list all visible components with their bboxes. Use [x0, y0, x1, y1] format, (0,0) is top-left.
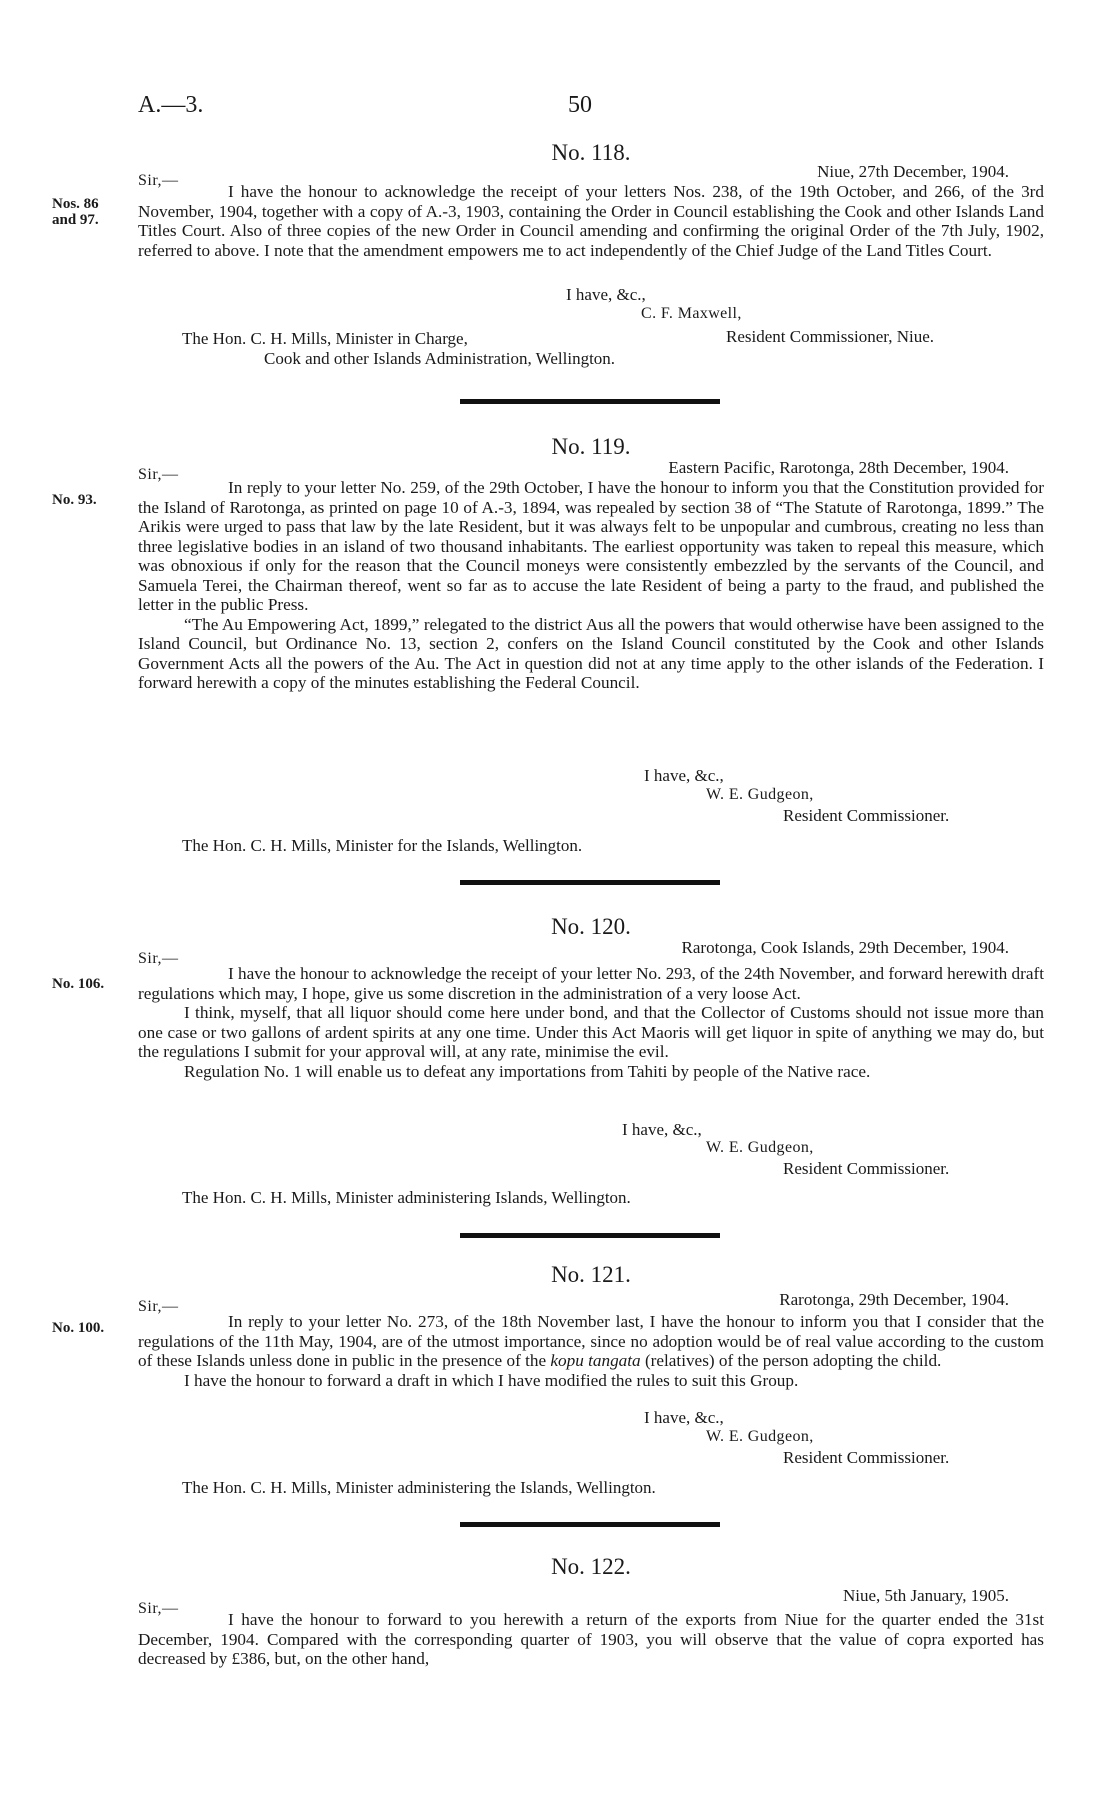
italic-term: kopu tangata [550, 1351, 641, 1370]
salutation: Sir,— [138, 466, 179, 483]
paragraph: I have the honour to acknowledge the receipt of your letters Nos. 238, of the 19th October, and 266, of the 3rd November, 1904, together with a copy of A.-3, 1903, containing the Order in Council establishing the Cook and other Islands Land Titles Court. Also of three copies of the new Order in Council amending and confirming the original Order of the 7th July, 1902, referred to above. I note that the amendment empowers me to act independently of the Chief Judge of the Land Titles Court. [138, 182, 1044, 260]
salutation: Sir,— [138, 950, 179, 967]
closing: I have, &c., [644, 1408, 724, 1427]
paragraph: “The Au Empowering Act, 1899,” relegated to the district Aus all the powers that would otherwise have been assigned to the Island Council, but Ordinance No. 13, section 2, confers on the Island Council constituted by the Cook and other Islands Government Acts all the powers of the Au. The Act in question did not at any time apply to the other islands of the Federation. I forward herewith a copy of the minutes establishing the Federal Council. [138, 614, 1044, 692]
section-divider [460, 399, 720, 404]
letter-number: No. 118. [551, 140, 631, 165]
letter-120 [138, 914, 1044, 1214]
letter-number: No. 121. [551, 1262, 631, 1287]
addressee: The Hon. C. H. Mills, Minister in Charge, Cook and other Islands Administration, Wellington. [182, 329, 616, 368]
letter-body [138, 478, 1044, 693]
document-reference: A.—3. [138, 92, 204, 118]
margin-reference-121: No. 100. [52, 1320, 105, 1336]
section-divider [460, 1522, 720, 1527]
letter-body [138, 1312, 1044, 1390]
addressee: The Hon. C. H. Mills, Minister for the Islands, Wellington. [182, 836, 583, 855]
signer-name: W. E. Gudgeon, [706, 786, 814, 803]
letter-body [138, 182, 1044, 260]
letter-number: No. 120. [551, 914, 631, 939]
letter-121 [138, 1262, 1044, 1502]
closing: I have, &c., [644, 766, 724, 785]
letter-122 [138, 1554, 1044, 1704]
signer-name: W. E. Gudgeon, [706, 1139, 814, 1156]
paragraph: I have the honour to forward to you herewith a return of the exports from Niue for the quarter ended the 31st December, 1904. Compared with the corresponding quarter of 1903, you will observe that the value of copra exported has decreased by £386, but, on the other hand, [138, 1610, 1044, 1668]
letter-119 [138, 434, 1044, 864]
salutation: Sir,— [138, 1298, 179, 1315]
letter-number: No. 119. [551, 434, 631, 459]
salutation: Sir,— [138, 1600, 179, 1617]
paragraph: Regulation No. 1 will enable us to defeat any importations from Tahiti by people of the Native race. [184, 1061, 871, 1081]
page-number: 50 [568, 92, 592, 118]
letter-body [138, 964, 1044, 1081]
dateline: Niue, 5th January, 1905. [842, 1586, 1009, 1605]
margin-reference-118: Nos. 86 and 97. [52, 196, 99, 228]
paragraph: I have the honour to forward a draft in which I have modified the rules to suit this Group. [184, 1370, 799, 1390]
margin-reference-120: No. 106. [52, 976, 105, 992]
salutation: Sir,— [138, 172, 179, 189]
section-divider [460, 1233, 720, 1238]
margin-reference-119: No. 93. [52, 492, 97, 508]
dateline: Eastern Pacific, Rarotonga, 28th December, 1904. [668, 458, 1009, 477]
paragraph: I have the honour to acknowledge the receipt of your letter No. 293, of the 24th November, and forward herewith draft regulations which may, I hope, give us some discretion in the administration of a very loose Act. [138, 964, 1044, 1003]
closing: I have, &c., [566, 285, 646, 304]
signer-title: Resident Commissioner. [783, 806, 950, 825]
addressee: The Hon. C. H. Mills, Minister administering the Islands, Wellington. [182, 1478, 656, 1497]
letter-118 [138, 140, 1044, 370]
signer-title: Resident Commissioner. [783, 1448, 950, 1467]
signer-name: C. F. Maxwell, [641, 305, 742, 322]
signer-name: W. E. Gudgeon, [706, 1428, 814, 1445]
letter-body [138, 1610, 1044, 1669]
paragraph: In reply to your letter No. 273, of the 18th November last, I have the honour to inform you that I consider that the regulations of the 11th May, 1904, are of the utmost importance, since no adoption would be of real value according to the custom of these Islands unless done in public in the presence of the kopu tangata (relatives) of the person adopting the child. [138, 1312, 1044, 1370]
dateline: Rarotonga, Cook Islands, 29th December, 1904. [681, 938, 1009, 957]
paragraph: In reply to your letter No. 259, of the 29th October, I have the honour to inform you that the Constitution provided for the Island of Rarotonga, as printed on page 10 of A.-3, 1894, was repealed by section 38 of “The Statute of Rarotonga, 1899.” The Arikis were urged to pass that law by the late Resident, but it was always felt to be unpopular and cumbrous, creating no less than three legislative bodies in an island of two thousand inhabitants. The earliest opportunity was taken to repeal this measure, which was obnoxious if only for the reason that the Council moneys were consistently embezzled by the servants of the Council, and Samuela Terei, the Chairman thereof, went so far as to accuse the late Resident of being a party to the fraud, and published the letter in the public Press. [138, 478, 1044, 614]
section-divider [460, 880, 720, 885]
signer-title: Resident Commissioner. [783, 1159, 950, 1178]
signer-title: Resident Commissioner, Niue. [726, 327, 935, 346]
addressee: The Hon. C. H. Mills, Minister administering Islands, Wellington. [182, 1188, 631, 1207]
letter-number: No. 122. [551, 1554, 631, 1579]
paragraph: I think, myself, that all liquor should come here under bond, and that the Collector of Customs should not issue more than one case or two gallons of ardent spirits at any one time. Under this Act Maoris will get liquor in spite of anything we may do, but the regulations I submit for your approval will, at any rate, minimise the evil. [138, 1003, 1044, 1061]
dateline: Rarotonga, 29th December, 1904. [779, 1290, 1009, 1309]
dateline: Niue, 27th December, 1904. [817, 162, 1009, 181]
closing: I have, &c., [622, 1120, 702, 1139]
